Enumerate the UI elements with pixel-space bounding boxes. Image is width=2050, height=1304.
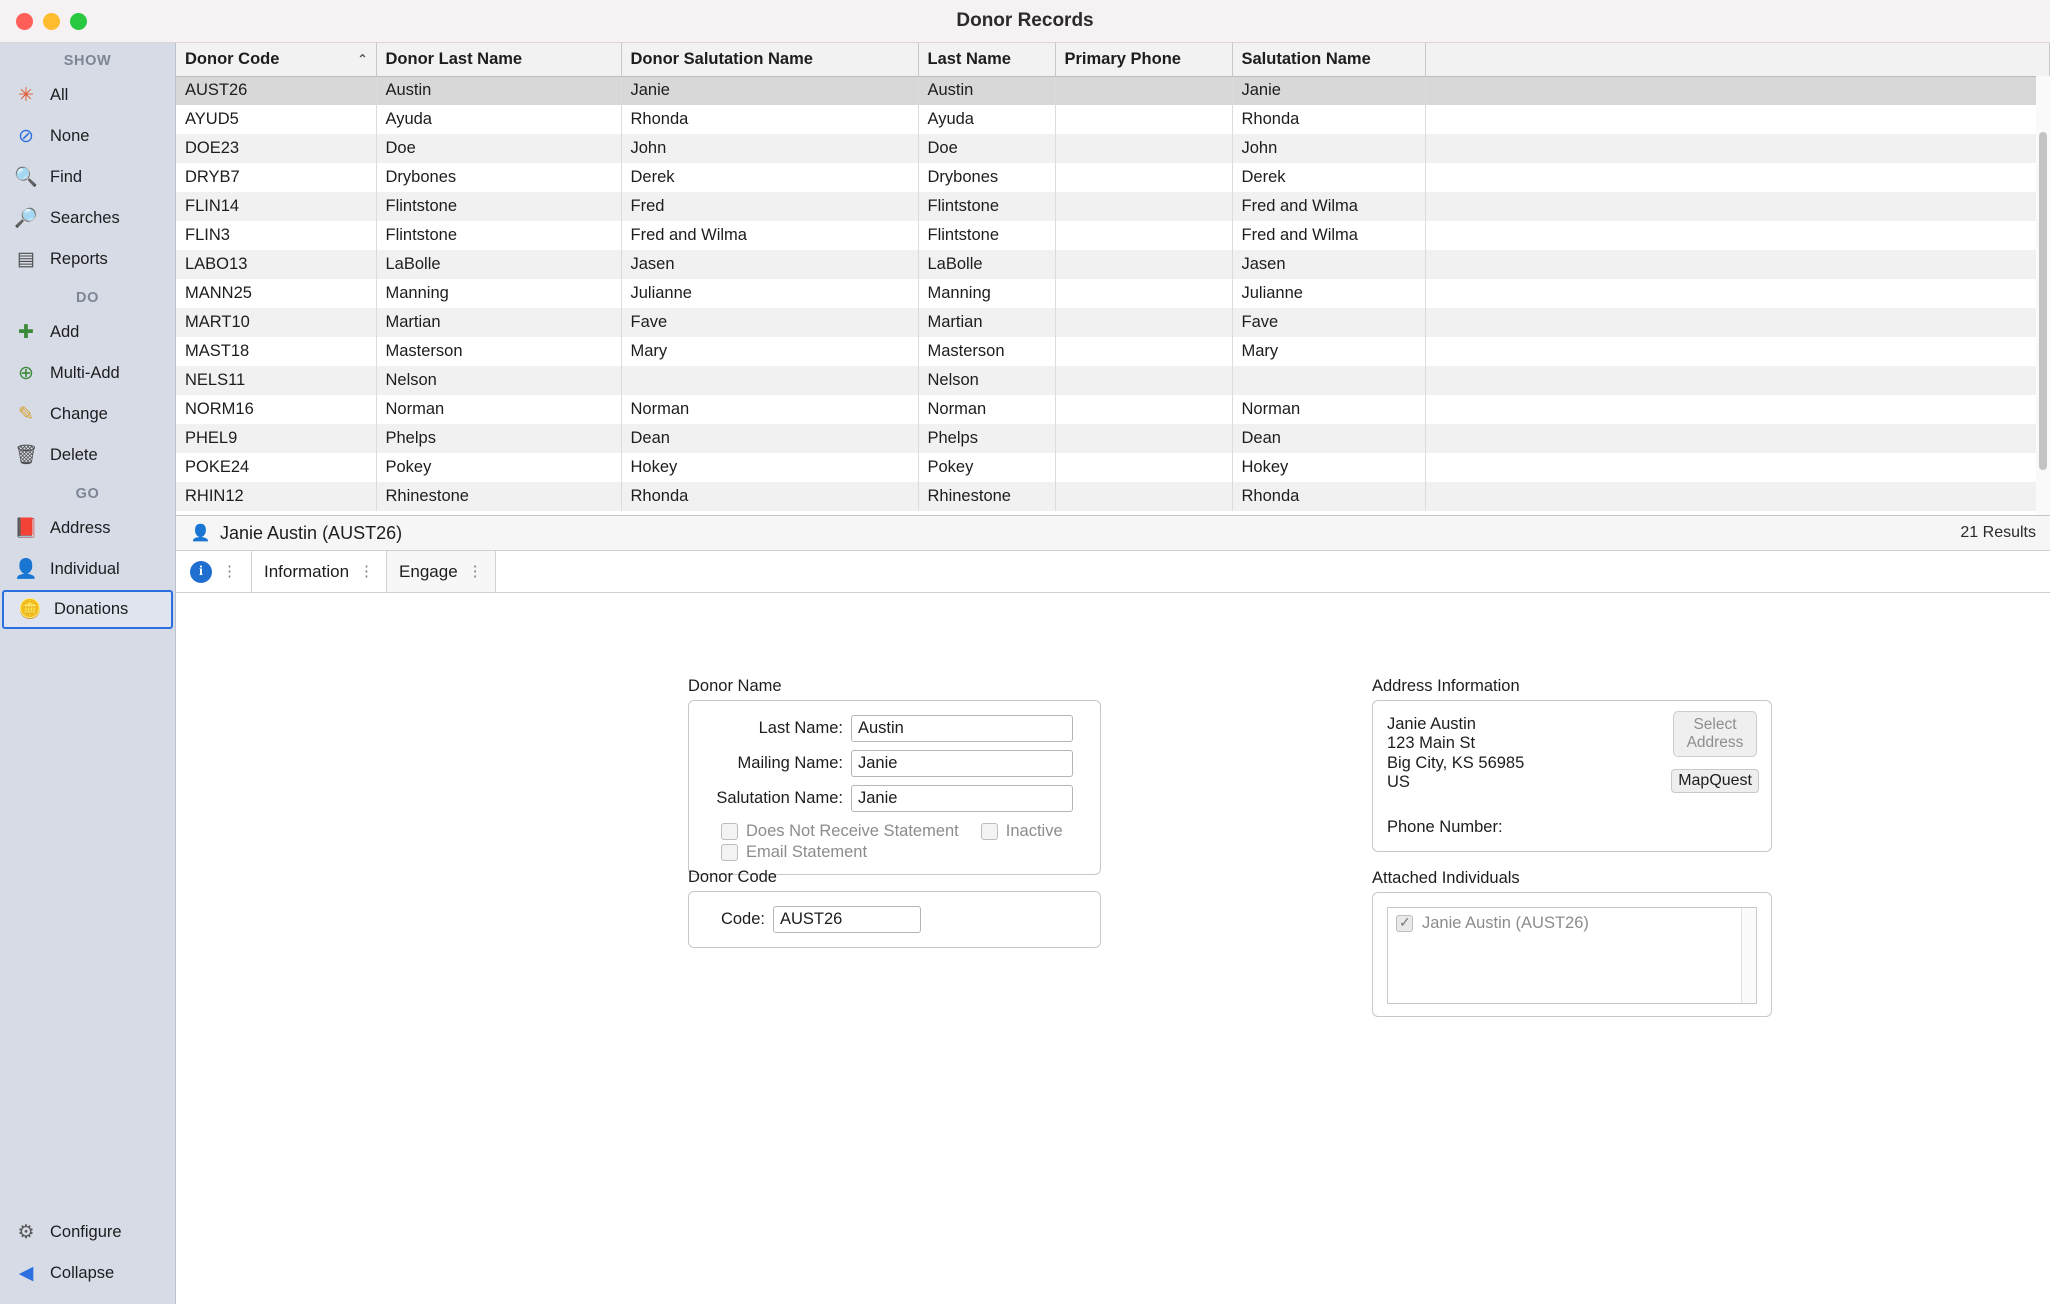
code-label: Code: [720,910,765,928]
pencil-icon: ✎ [18,404,34,425]
salutation-name-row [703,785,1086,812]
sidebar-item-label: Delete [50,446,98,464]
cell-blank [1425,337,2050,366]
cell-blank [1425,453,2050,482]
cell-last-name: Martian [918,308,1055,337]
cell-donor-last-name: Phelps [376,424,621,453]
cell-donor-code: FLIN3 [176,221,376,250]
window-controls[interactable] [16,13,87,30]
sidebar-item-label: Donations [54,600,129,618]
cell-donor-salutation-name: Hokey [621,453,918,482]
title-bar [0,0,2050,43]
inactive-checkbox[interactable] [981,822,1063,841]
cell-primary-phone [1055,366,1232,395]
cell-donor-last-name: Drybones [376,163,621,192]
cell-donor-code: NELS11 [176,366,376,395]
donor-code-panel [688,868,1101,948]
sidebar-item-label: Configure [50,1223,122,1241]
minimize-window-button[interactable] [43,13,60,30]
sidebar-item-find[interactable] [0,157,175,198]
cell-salutation-name: Julianne [1232,279,1425,308]
cell-salutation-name: Fave [1232,308,1425,337]
cell-donor-last-name: Nelson [376,366,621,395]
cell-blank [1425,308,2050,337]
cell-donor-code: LABO13 [176,250,376,279]
tab-strip [176,551,2050,593]
cell-last-name: Flintstone [918,192,1055,221]
sidebar-item-delete[interactable] [0,435,175,476]
sidebar-item-label: Reports [50,250,108,268]
cell-blank [1425,250,2050,279]
checkbox-label: Email Statement [746,843,868,861]
cell-donor-last-name: Masterson [376,337,621,366]
sidebar-item-label: Address [50,519,111,537]
phone-number-label: Phone Number: [1387,817,1503,836]
checkbox-label: Inactive [1005,822,1063,840]
info-icon: i [190,561,212,583]
cell-blank [1425,221,2050,250]
cell-salutation-name: Fred and Wilma [1232,221,1425,250]
sidebar-item-collapse[interactable] [0,1253,175,1294]
code-row [703,906,1086,933]
donations-icon: 🪙 [18,599,42,620]
cell-donor-code: AYUD5 [176,105,376,134]
results-count: 21 Results [1960,524,2036,541]
cell-primary-phone [1055,308,1232,337]
checkbox-icon [1396,915,1413,932]
attached-individuals-legend: Attached Individuals [1372,869,1520,887]
donor-code-box [688,891,1101,948]
trash-icon: 🗑 [13,445,39,466]
checkbox-icon [721,823,738,840]
column-header-donor-salutation-name[interactable]: Donor Salutation Name [621,43,918,76]
column-header-donor-last-name[interactable]: Donor Last Name [376,43,621,76]
email-statement-checkbox[interactable] [721,843,1086,862]
cell-last-name: Nelson [918,366,1055,395]
sidebar-item-label: Multi-Add [50,364,120,382]
cell-last-name: Austin [918,76,1055,105]
tab-options-icon[interactable]: ⋮ [359,563,375,580]
sidebar-group-show-label: SHOW [63,53,112,69]
cell-salutation-name: Rhonda [1232,105,1425,134]
cell-blank [1425,279,2050,308]
cell-last-name: LaBolle [918,250,1055,279]
cell-salutation-name: Dean [1232,424,1425,453]
magnifier-icon: 🔍 [14,167,38,188]
table-row[interactable] [176,105,2050,134]
asterisk-icon: ✳ [18,85,34,106]
cell-primary-phone [1055,395,1232,424]
sort-ascending-icon: ⌃ [357,52,368,67]
sidebar-item-label: Individual [50,560,120,578]
cell-donor-code: POKE24 [176,453,376,482]
circle-slash-icon: ⊘ [18,126,34,147]
cell-salutation-name: Fred and Wilma [1232,192,1425,221]
address-information-panel [1372,677,1772,852]
table-row[interactable] [176,250,2050,279]
sidebar-item-multi-add[interactable] [0,353,175,394]
cell-last-name: Pokey [918,453,1055,482]
attached-individuals-panel [1372,869,1772,1017]
list-item-label: Janie Austin (AUST26) [1422,914,1589,932]
sidebar-item-none[interactable] [0,116,175,157]
window-title: Donor Records [956,10,1094,31]
cell-salutation-name: Rhonda [1232,482,1425,511]
cell-primary-phone [1055,453,1232,482]
attached-individuals-box [1372,892,1772,1017]
cell-donor-code: NORM16 [176,395,376,424]
does-not-receive-statement-checkbox[interactable] [721,822,959,841]
last-name-label: Last Name: [758,719,843,737]
cell-donor-salutation-name: Julianne [621,279,918,308]
cell-donor-salutation-name: Derek [621,163,918,192]
cell-donor-salutation-name: Mary [621,337,918,366]
donor-name-panel [688,677,1101,875]
table-vertical-scrollbar[interactable] [2036,76,2050,515]
cell-salutation-name: Janie [1232,76,1425,105]
sidebar-group-go-label: GO [75,486,100,502]
cell-donor-code: FLIN14 [176,192,376,221]
tab-label: Information [264,561,350,581]
cell-salutation-name: Derek [1232,163,1425,192]
cell-donor-salutation-name: Rhonda [621,105,918,134]
cell-donor-code: AUST26 [176,76,376,105]
cell-primary-phone [1055,76,1232,105]
sidebar-item-label: Find [50,168,83,186]
saved-searches-icon: 🔎 [14,208,38,229]
table-row[interactable] [176,76,2050,105]
cell-donor-salutation-name: Fred and Wilma [621,221,918,250]
cell-last-name: Phelps [918,424,1055,453]
sidebar-item-add[interactable] [0,312,175,353]
checkbox-icon [721,844,738,861]
cell-donor-last-name: Austin [376,76,621,105]
multi-add-icon: ⊕ [18,363,34,384]
cell-salutation-name: Mary [1232,337,1425,366]
cell-donor-salutation-name: Janie [621,76,918,105]
donor-results-table [176,43,2050,516]
salutation-name-label: Salutation Name: [716,789,843,807]
donor-name-legend: Donor Name [688,677,782,695]
cell-donor-last-name: Pokey [376,453,621,482]
list-item[interactable] [1388,908,1756,939]
cell-last-name: Doe [918,134,1055,163]
cell-donor-salutation-name: Dean [621,424,918,453]
main-content [176,43,2050,1304]
cell-donor-salutation-name: Jasen [621,250,918,279]
cell-last-name: Masterson [918,337,1055,366]
cell-blank [1425,395,2050,424]
cell-blank [1425,134,2050,163]
cell-last-name: Flintstone [918,221,1055,250]
cell-blank [1425,76,2050,105]
sidebar-group-do-label: DO [76,290,99,306]
mapquest-button[interactable]: MapQuest [1671,769,1759,793]
sidebar-item-label: All [50,86,69,104]
scrollbar-thumb[interactable] [2039,132,2047,470]
donor-name-box [688,700,1101,875]
column-header-donor-code[interactable]: Donor Code ⌃ [176,43,376,76]
cell-donor-last-name: Rhinestone [376,482,621,511]
cell-primary-phone [1055,163,1232,192]
cell-blank [1425,163,2050,192]
cell-primary-phone [1055,192,1232,221]
address-line-4: US [1387,773,1410,792]
cell-donor-last-name: Martian [376,308,621,337]
cell-donor-salutation-name: John [621,134,918,163]
reports-icon: ▤ [17,249,35,270]
sidebar-item-label: Change [50,405,108,423]
cell-donor-salutation-name: Norman [621,395,918,424]
cell-donor-code: RHIN12 [176,482,376,511]
table-header-row [176,43,2050,76]
cell-blank [1425,482,2050,511]
cell-salutation-name [1232,366,1425,395]
cell-primary-phone [1055,424,1232,453]
tab-options-icon[interactable]: ⋮ [467,563,483,580]
address-information-legend: Address Information [1372,677,1520,695]
person-icon: 👤 [190,525,211,542]
column-header-salutation-name[interactable]: Salutation Name [1232,43,1425,76]
cell-donor-salutation-name: Rhonda [621,482,918,511]
cell-last-name: Drybones [918,163,1055,192]
list-vertical-scrollbar[interactable] [1741,908,1756,1003]
table-row[interactable] [176,134,2050,163]
sidebar-item-address[interactable] [0,508,175,549]
cell-salutation-name: Norman [1232,395,1425,424]
cell-donor-last-name: Flintstone [376,221,621,250]
cell-donor-code: MANN25 [176,279,376,308]
table-row[interactable] [176,366,2050,395]
salutation-name-field[interactable] [851,785,1073,812]
address-line-3: Big City, KS 56985 [1387,753,1525,772]
gear-icon: ⚙ [17,1222,35,1243]
cell-last-name: Manning [918,279,1055,308]
record-header [176,516,2050,551]
cell-donor-salutation-name [621,366,918,395]
select-address-button[interactable]: Select Address [1673,711,1757,757]
cell-donor-salutation-name: Fave [621,308,918,337]
tab-information[interactable] [252,551,387,592]
sidebar-item-label: Collapse [50,1264,115,1282]
tab-options-icon[interactable]: ⋮ [222,563,237,580]
address-book-icon: 📕 [14,518,38,539]
detail-pane [176,593,2050,1304]
cell-donor-last-name: Norman [376,395,621,424]
cell-salutation-name: Jasen [1232,250,1425,279]
cell-last-name: Ayuda [918,105,1055,134]
cell-donor-last-name: Flintstone [376,192,621,221]
cell-salutation-name: John [1232,134,1425,163]
cell-blank [1425,424,2050,453]
cell-donor-code: PHEL9 [176,424,376,453]
cell-last-name: Rhinestone [918,482,1055,511]
cell-primary-phone [1055,337,1232,366]
cell-primary-phone [1055,105,1232,134]
table-row[interactable] [176,424,2050,453]
sidebar-item-donations[interactable] [2,590,173,629]
mailing-name-label: Mailing Name: [737,754,843,772]
cell-blank [1425,192,2050,221]
table-row[interactable] [176,221,2050,250]
sidebar-footer [0,1212,175,1304]
cell-primary-phone [1055,279,1232,308]
sidebar-item-all[interactable] [0,75,175,116]
last-name-row [703,715,1086,742]
sidebar-item-label: Add [50,323,80,341]
close-window-button[interactable] [16,13,33,30]
table-row[interactable] [176,453,2050,482]
cell-blank [1425,105,2050,134]
table-row[interactable] [176,308,2050,337]
cell-donor-salutation-name: Fred [621,192,918,221]
mailing-name-field[interactable] [851,750,1073,777]
address-line-1: Janie Austin [1387,715,1476,733]
cell-donor-last-name: Doe [376,134,621,163]
tab-info[interactable] [176,551,252,592]
last-name-field[interactable] [851,715,1073,742]
checkbox-icon [981,823,998,840]
column-header-primary-phone[interactable]: Primary Phone [1055,43,1232,76]
column-header-blank[interactable] [1425,43,2050,76]
cell-donor-code: DRYB7 [176,163,376,192]
cell-donor-code: MAST18 [176,337,376,366]
sidebar-item-change[interactable] [0,394,175,435]
attached-individuals-list[interactable] [1387,907,1757,1004]
table-row[interactable] [176,192,2050,221]
plus-icon: ✚ [18,322,34,343]
address-line-2: 123 Main St [1387,734,1476,753]
checkbox-label: Does Not Receive Statement [746,822,959,840]
record-title: Janie Austin (AUST26) [220,522,403,543]
table-row[interactable] [176,279,2050,308]
address-information-box [1372,700,1772,852]
sidebar [0,43,176,1304]
sidebar-item-reports[interactable] [0,239,175,280]
donor-code-field[interactable] [773,906,921,933]
cell-primary-phone [1055,221,1232,250]
sidebar-item-label: Searches [50,209,120,227]
cell-salutation-name: Hokey [1232,453,1425,482]
collapse-icon: ◀ [18,1263,34,1284]
cell-blank [1425,366,2050,395]
table-row[interactable] [176,337,2050,366]
tab-label: Engage [399,561,458,581]
cell-donor-last-name: Manning [376,279,621,308]
mailing-name-row [703,750,1086,777]
cell-donor-code: MART10 [176,308,376,337]
column-header-last-name[interactable]: Last Name [918,43,1055,76]
window-body [0,43,2050,1304]
sidebar-item-configure[interactable] [0,1212,175,1253]
cell-donor-last-name: Ayuda [376,105,621,134]
cell-donor-code: DOE23 [176,134,376,163]
table-row[interactable] [176,163,2050,192]
sidebar-item-searches[interactable] [0,198,175,239]
table-row[interactable] [176,395,2050,424]
cell-primary-phone [1055,250,1232,279]
cell-primary-phone [1055,482,1232,511]
donor-code-legend: Donor Code [688,868,777,886]
table-row[interactable] [176,482,2050,511]
person-icon: 👤 [14,559,38,580]
sidebar-item-individual[interactable] [0,549,175,590]
cell-donor-last-name: LaBolle [376,250,621,279]
maximize-window-button[interactable] [70,13,87,30]
cell-last-name: Norman [918,395,1055,424]
tab-engage[interactable] [387,551,496,592]
sidebar-item-label: None [50,127,90,145]
cell-primary-phone [1055,134,1232,163]
